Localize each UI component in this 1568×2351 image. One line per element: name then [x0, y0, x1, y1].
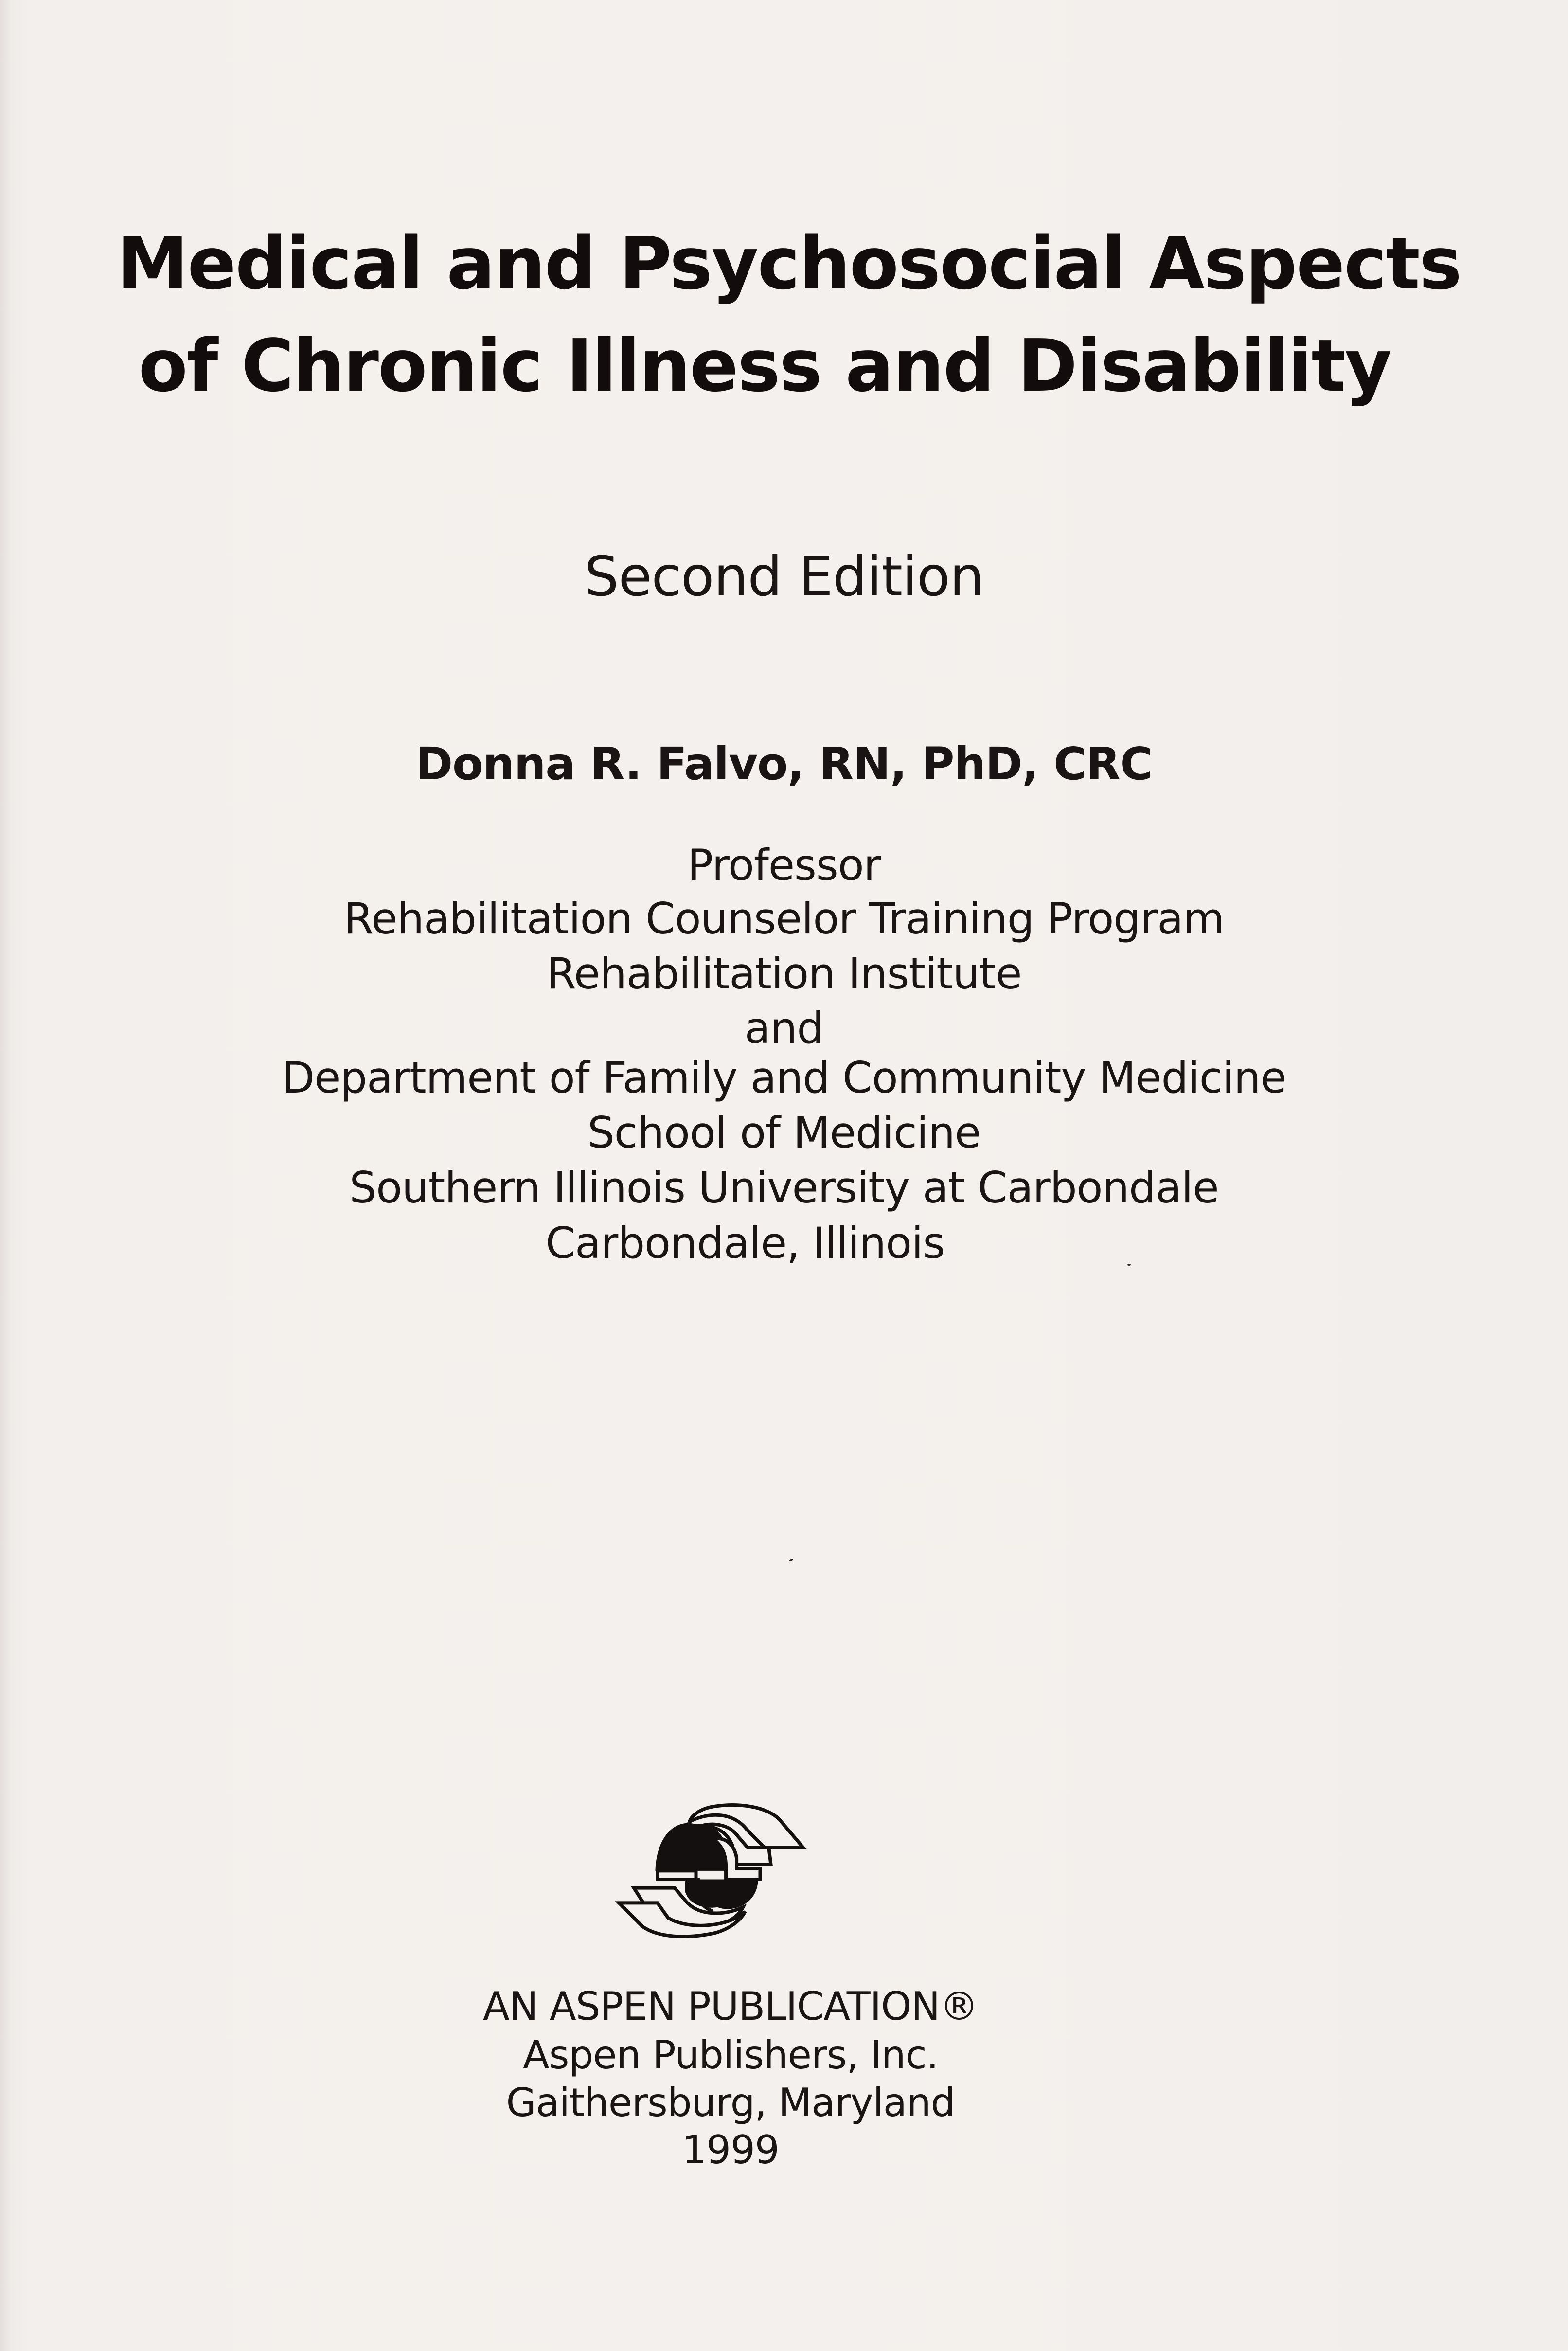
edition-label: Second Edition: [584, 545, 984, 609]
publisher-imprint: AN ASPEN PUBLICATION®: [482, 1984, 979, 2029]
scan-speck: [789, 1558, 794, 1562]
affiliation-line-school: School of Medicine: [587, 1108, 981, 1158]
publisher-name: Aspen Publishers, Inc.: [522, 2032, 939, 2078]
publication-year: 1999: [682, 2127, 779, 2172]
affiliation-line-program: Rehabilitation Counselor Training Program: [344, 894, 1224, 944]
affiliation-line-and: and: [744, 1003, 824, 1053]
author-name: Donna R. Falvo, RN, PhD, CRC: [415, 738, 1153, 790]
aspen-publishers-logo-icon: [610, 1783, 824, 1938]
affiliation-line-city: Carbondale, Illinois: [545, 1218, 945, 1268]
affiliation-line-institute: Rehabilitation Institute: [546, 949, 1022, 999]
affiliation-line-department: Department of Family and Community Medicine: [282, 1053, 1286, 1103]
scan-speck: [1127, 1264, 1131, 1266]
publisher-location: Gaithersburg, Maryland: [506, 2080, 955, 2125]
affiliation-line-title: Professor: [687, 840, 881, 890]
book-title-line-1: Medical and Psychosocial Aspects: [117, 222, 1461, 305]
affiliation-line-university: Southern Illinois University at Carbondale: [349, 1163, 1219, 1213]
book-title-line-2: of Chronic Illness and Disability: [138, 324, 1391, 408]
